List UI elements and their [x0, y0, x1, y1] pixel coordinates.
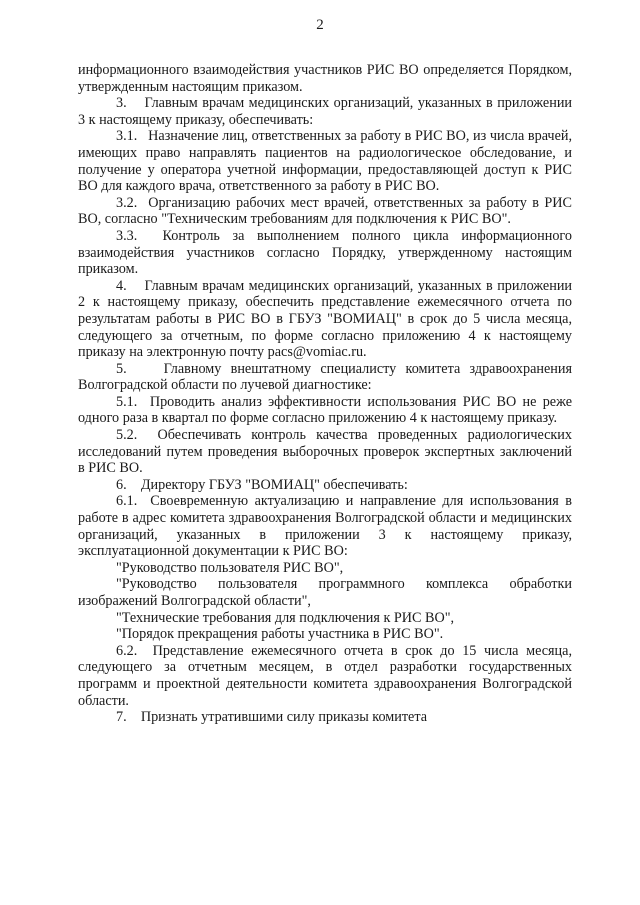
paragraph-3-1: 3.1. Назначение лиц, ответственных за работу в РИС ВО, из числа врачей, имеющих право направлять пациентов на радиологическое обследование, и получение у оператора учетной информации, предоставляющей доступ к РИС ВО для каждого врача, ответственного за работу в РИС ВО.: [78, 128, 572, 195]
paragraph-3: 3. Главным врачам медицинских организаций, указанных в приложении 3 к настоящему приказу, обеспечивать:: [78, 95, 572, 128]
paragraph-6-2: 6.2. Представление ежемесячного отчета в срок до 15 числа месяца, следующего за отчетным месяцем, в отдел разработки государственных программ и проектной деятельности комитета здравоохранения Волгоградской области.: [78, 642, 572, 709]
paragraph-3-3: 3.3. Контроль за выполнением полного цикла информационного взаимодействия участников согласно Порядку, утвержденному настоящим приказом.: [78, 227, 572, 278]
paragraph-4: 4. Главным врачам медицинских организаций, указанных в приложении 2 к настоящему приказу, обеспечить представление ежемесячного отчета по результатам работы в РИС ВО в ГБУЗ "ВОМИАЦ" в срок до 5 числа месяца, следующего за отчетным, по форме согласно приложению 4 к настоящему приказу на электронную почту pacs@vomiac.ru.: [78, 277, 572, 361]
paragraph-5: 5. Главному внештатному специалисту комитета здравоохранения Волгоградской области по лучевой диагностике:: [78, 360, 572, 394]
document-title-item: "Порядок прекращения работы участника в РИС ВО".: [116, 626, 444, 643]
document-title-item: "Руководство пользователя программного комплекса обработки изображений Волгоградской области",: [78, 576, 572, 609]
paragraph-6: 6. Директору ГБУЗ "ВОМИАЦ" обеспечивать:: [116, 476, 408, 493]
paragraph-5-1: 5.1. Проводить анализ эффективности использования РИС ВО не реже одного раза в квартал по форме согласно приложению 4 к настоящему приказу.: [78, 393, 572, 427]
paragraph-5-2: 5.2. Обеспечивать контроль качества проведенных радиологических исследований путем проведения выборочных проверок экспертных заключений в РИС ВО.: [78, 427, 572, 477]
page-number: 2: [316, 17, 324, 33]
paragraph-6-1: 6.1. Своевременную актуализацию и направление для использования в работе в адрес комитета здравоохранения Волгоградской области и медицинских организаций, указанных в приложении 3 к настоящему приказу, эксплуатационной документации к РИС ВО:: [78, 493, 572, 560]
paragraph-3-2: 3.2. Организацию рабочих мест врачей, ответственных за работу в РИС ВО, согласно "Техническим требованиям для подключения к РИС ВО".: [78, 194, 572, 228]
document-title-item: "Технические требования для подключения к РИС ВО",: [116, 609, 455, 626]
document-body: [78, 62, 572, 726]
document-title-item: "Руководство пользователя РИС ВО",: [116, 559, 344, 576]
paragraph-continuation: информационного взаимодействия участников РИС ВО определяется Порядком, утвержденным настоящим приказом.: [78, 62, 572, 95]
paragraph-7: 7. Признать утратившими силу приказы комитета: [116, 709, 428, 726]
